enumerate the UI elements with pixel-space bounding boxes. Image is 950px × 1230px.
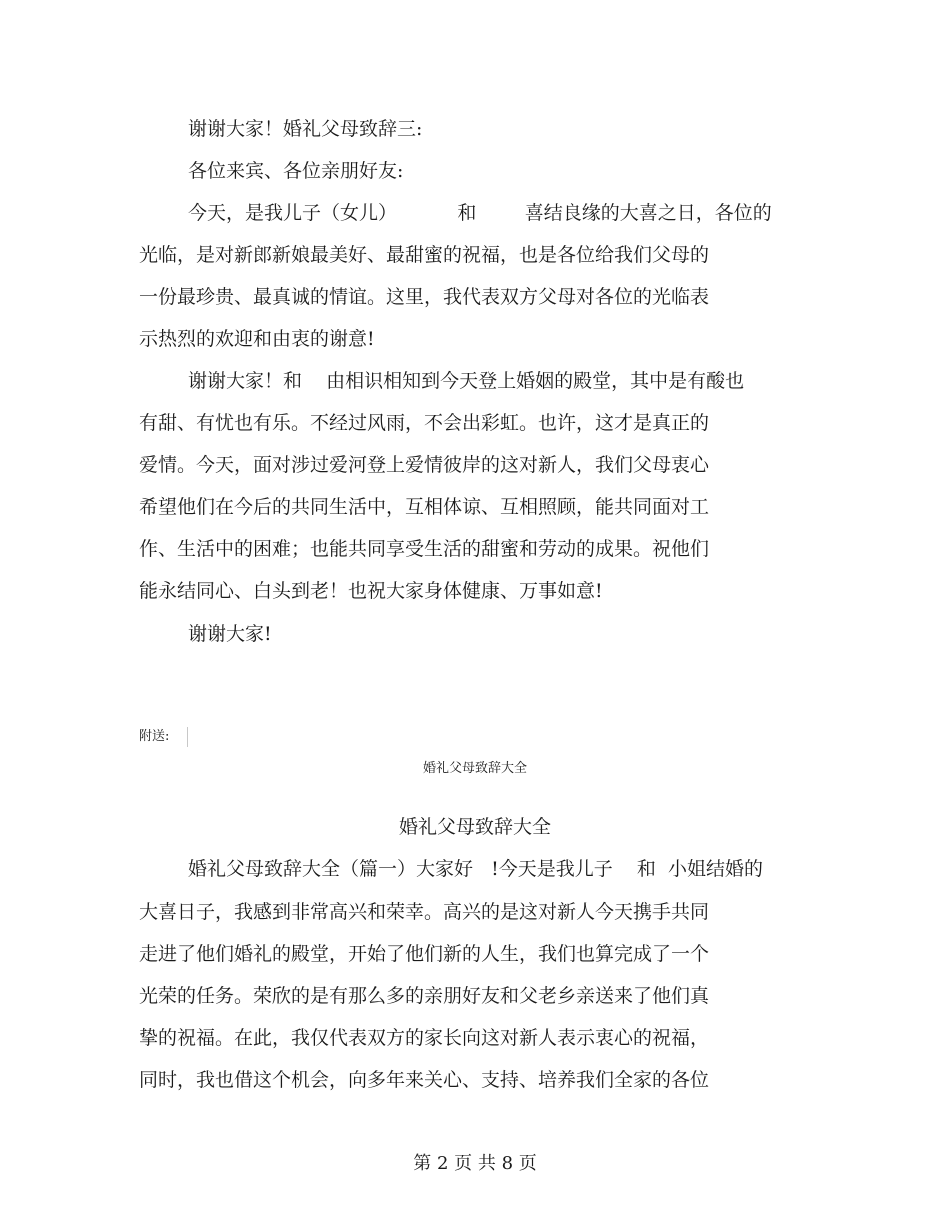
paragraph-line: 能永结同心、白头到老！也祝大家身体健康、万事如意! — [139, 580, 603, 602]
paragraph-line: 光临，是对新郎新娘最美好、最甜蜜的祝福，也是各位给我们父母的 — [139, 244, 710, 266]
divider — [187, 727, 188, 747]
paragraph-line: 挚的祝福。在此，我仅代表双方的家长向这对新人表示衷心的祝福， — [139, 1027, 710, 1049]
paragraph-line: 爱情。今天，面对涉过爱河登上爱情彼岸的这对新人，我们父母衷心 — [139, 454, 710, 476]
paragraph-line: 希望他们在今后的共同生活中，互相体谅、互相照顾，能共同面对工 — [139, 496, 710, 518]
paragraph-line: 一份最珍贵、最真诚的情谊。这里，我代表双方父母对各位的光临表 — [139, 286, 710, 308]
paragraph-line: 谢谢大家！婚礼父母致辞三: — [188, 118, 423, 140]
page-footer: 第 2 页 共 8 页 — [413, 1153, 537, 1174]
paragraph-line: 有甜、有忧也有乐。不经过风雨，不会出彩虹。也许，这才是真正的 — [139, 412, 710, 434]
paragraph-line: 婚礼父母致辞大全（篇一）大家好 !今天是我儿子 和 小姐结婚的 — [188, 858, 763, 880]
paragraph-line: 作、生活中的困难；也能共同享受生活的甜蜜和劳动的成果。祝他们 — [139, 538, 710, 560]
paragraph-line: 光荣的任务。荣欣的是有那么多的亲朋好友和父老乡亲送来了他们真 — [139, 985, 710, 1007]
paragraph-line: 谢谢大家！和 由相识相知到今天登上婚姻的殿堂，其中是有酸也 — [188, 370, 745, 392]
section-title: 婚礼父母致辞大全 — [398, 816, 551, 838]
paragraph-line: 大喜日子，我感到非常高兴和荣幸。高兴的是这对新人今天携手共同 — [139, 901, 710, 923]
paragraph-line: 示热烈的欢迎和由衷的谢意! — [139, 328, 375, 350]
paragraph-line: 今天，是我儿子（女儿） 和 喜结良缘的大喜之日，各位的 — [188, 202, 772, 224]
attachment-label: 附送: — [139, 729, 170, 744]
paragraph-line: 走进了他们婚礼的殿堂，开始了他们新的人生，我们也算完成了一个 — [139, 943, 710, 965]
attachment-title: 婚礼父母致辞大全 — [422, 761, 527, 776]
paragraph-line: 谢谢大家! — [188, 623, 272, 645]
paragraph-line: 各位来宾、各位亲朋好友: — [188, 160, 404, 182]
paragraph-line: 同时，我也借这个机会，向多年来关心、支持、培养我们全家的各位 — [139, 1069, 710, 1091]
